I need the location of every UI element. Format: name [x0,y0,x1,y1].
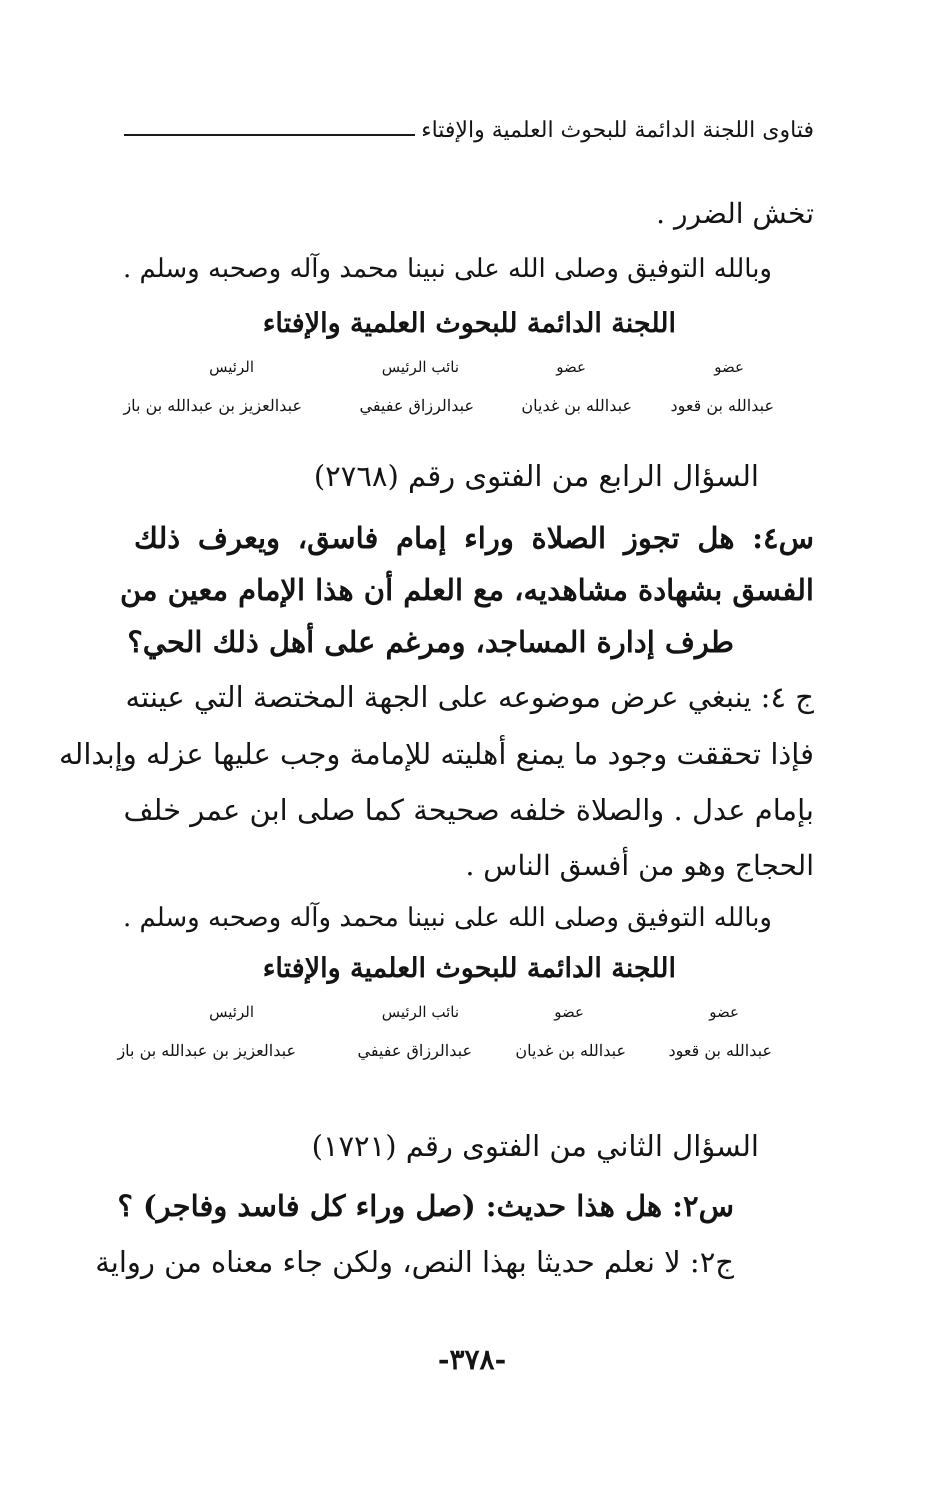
signatory-role-1: عضو [714,358,744,376]
signatory-name-4: عبدالعزيز بن عبدالله بن باز [123,396,302,415]
question-2-title: السؤال الثاني من الفتوى رقم (١٧٢١) [311,1129,759,1163]
question-4-title: السؤال الرابع من الفتوى رقم (٢٧٦٨) [313,459,759,493]
answer-4-line-4: الحجاج وهو من أفسق الناس . [465,849,814,882]
signatory-name-1: عبدالله بن قعود [670,396,774,415]
signatory-name-2b: عبدالله بن غديان [515,1041,626,1060]
answer-4-line-1: ج ٤: ينبغي عرض موضوعه على الجهة المختصة التي عينته [125,680,814,714]
question-4-line-2: الفسق بشهادة مشاهديه، مع العلم أن هذا الإمام معين من [119,573,814,607]
closing-formula-1: وبالله التوفيق وصلى الله على نبينا محمد وآله وصحبه وسلم . [122,254,772,284]
signatory-role-2: عضو [556,358,586,376]
answer-2-line-1: ج٢: لا نعلم حديثا بهذا النص، ولكن جاء معناه من رواية [95,1245,734,1279]
signatory-role-2b: عضو [554,1003,584,1021]
continuation-line: تخش الضرر . [656,197,814,230]
running-head-rule [124,134,415,136]
committee-heading-1: اللجنة الدائمة للبحوث العلمية والإفتاء [262,308,676,339]
signatory-name-4b: عبدالعزيز بن عبدالله بن باز [117,1041,296,1060]
question-4-line-1: س٤: هل تجوز الصلاة وراء إمام فاسق، ويعرف ذلك [134,521,814,555]
signatory-role-3: نائب الرئيس [381,358,459,376]
answer-4-line-3: بإمام عدل . والصلاة خلفه صحيحة كما صلى ابن عمر خلف [123,793,814,827]
signatory-name-3: عبدالرزاق عفيفي [359,396,474,415]
signatory-name-1b: عبدالله بن قعود [668,1041,772,1060]
signatory-role-4: الرئيس [209,358,254,376]
signatory-name-2: عبدالله بن غديان [521,396,632,415]
running-head [124,118,814,143]
question-2-line-1: س٢: هل هذا حديث: (صل وراء كل فاسد وفاجر) ؟ [117,1189,734,1223]
signatory-role-3b: نائب الرئيس [381,1003,459,1021]
answer-4-line-2: فإذا تحققت وجود ما يمنع أهليته للإمامة وجب عليها عزله وإبداله [58,737,814,771]
closing-formula-2: وبالله التوفيق وصلى الله على نبينا محمد وآله وصحبه وسلم . [122,903,772,933]
signatory-name-3b: عبدالرزاق عفيفي [357,1041,472,1060]
running-head-title: فتاوى اللجنة الدائمة للبحوث العلمية والإفتاء [421,118,814,143]
committee-heading-2: اللجنة الدائمة للبحوث العلمية والإفتاء [262,953,676,984]
question-4-line-3: طرف إدارة المساجد، ومرغم على أهل ذلك الحي؟ [127,625,734,659]
page-number: -٣٧٨- [437,1343,507,1376]
signatory-role-4b: الرئيس [209,1003,254,1021]
signatory-role-1b: عضو [709,1003,739,1021]
